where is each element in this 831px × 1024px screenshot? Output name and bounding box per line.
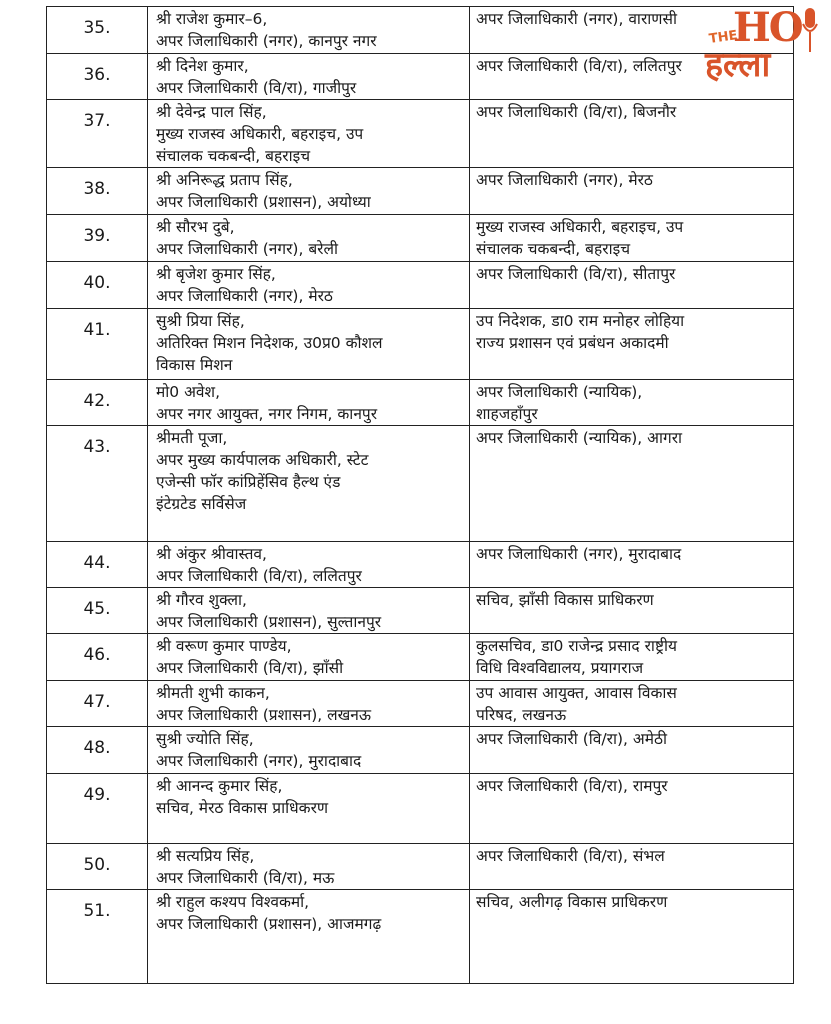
table-row — [47, 262, 794, 309]
serial-number-cell: 44. — [47, 542, 148, 588]
logo-the-text: THE — [708, 28, 739, 47]
officer-line: सचिव, मेरठ विकास प्राधिकरण — [156, 799, 329, 817]
logo-halla-text: हल्ला — [705, 45, 771, 85]
officer-line: मुख्य राजस्व अधिकारी, बहराइच, उप — [156, 125, 364, 143]
serial-number-cell: 45. — [47, 588, 148, 634]
new-posting-cell — [470, 309, 794, 380]
officer-line: श्री सत्यप्रिय सिंह, — [156, 847, 255, 865]
officer-name-cell — [148, 426, 470, 542]
new-posting-cell — [470, 100, 794, 168]
officer-name-cell — [148, 774, 470, 844]
officer-line: अपर जिलाधिकारी (नगर), मेरठ — [156, 287, 333, 305]
serial-number-cell: 43. — [47, 426, 148, 542]
posting-line: अपर जिलाधिकारी (वि/रा), अमेठी — [476, 730, 667, 748]
serial-number-cell: 50. — [47, 844, 148, 890]
table-row — [47, 426, 794, 542]
posting-line: अपर जिलाधिकारी (नगर), वाराणसी — [476, 10, 678, 28]
posting-line: अपर जिलाधिकारी (वि/रा), बिजनौर — [476, 103, 677, 121]
posting-line: संचालक चकबन्दी, बहराइच — [476, 240, 631, 258]
officer-line: श्रीमती पूजा, — [156, 429, 228, 447]
table-row — [47, 380, 794, 426]
posting-line: परिषद, लखनऊ — [476, 706, 567, 724]
officer-name-cell — [148, 681, 470, 727]
serial-number-cell: 46. — [47, 634, 148, 681]
officer-line: श्री अनिरूद्ध प्रताप सिंह, — [156, 171, 293, 189]
new-posting-cell — [470, 380, 794, 426]
officer-line: अपर जिलाधिकारी (वि/रा), मऊ — [156, 869, 335, 887]
table-row — [47, 100, 794, 168]
new-posting-cell — [470, 681, 794, 727]
new-posting-cell — [470, 844, 794, 890]
officer-line: मो0 अवेश, — [156, 383, 220, 401]
new-posting-cell — [470, 168, 794, 215]
officer-name-cell — [148, 262, 470, 309]
posting-line: अपर जिलाधिकारी (वि/रा), संभल — [476, 847, 665, 865]
officer-line: श्री दिनेश कुमार, — [156, 57, 249, 75]
serial-number-cell: 37. — [47, 100, 148, 168]
officer-name-cell — [148, 309, 470, 380]
posting-line: उप निदेशक, डा0 राम मनोहर लोहिया — [476, 312, 685, 330]
serial-number-cell: 51. — [47, 890, 148, 984]
officer-line: इंटेग्रटेड सर्विसेज — [156, 495, 247, 513]
posting-line: विधि विश्वविद्यालय, प्रयागराज — [476, 659, 644, 677]
officer-line: श्री बृजेश कुमार सिंह, — [156, 265, 276, 283]
posting-line: राज्य प्रशासन एवं प्रबंधन अकादमी — [476, 334, 669, 352]
serial-number-cell: 38. — [47, 168, 148, 215]
posting-line: अपर जिलाधिकारी (वि/रा), रामपुर — [476, 777, 668, 795]
posting-line: अपर जिलाधिकारी (न्यायिक), आगरा — [476, 429, 683, 447]
officer-name-cell — [148, 54, 470, 100]
serial-number-cell: 40. — [47, 262, 148, 309]
posting-line: मुख्य राजस्व अधिकारी, बहराइच, उप — [476, 218, 684, 236]
officer-name-cell — [148, 890, 470, 984]
table-row — [47, 7, 794, 54]
officer-line: अपर जिलाधिकारी (वि/रा), गाजीपुर — [156, 79, 357, 97]
new-posting-cell — [470, 542, 794, 588]
officer-line: एजेन्सी फॉर कांप्रिहेंसिव हैल्थ एंड — [156, 473, 341, 491]
table-row — [47, 774, 794, 844]
officer-line: अपर जिलाधिकारी (प्रशासन), अयोध्या — [156, 193, 371, 211]
logo-ho-text: HO — [733, 4, 802, 51]
officer-line: सुश्री ज्योति सिंह, — [156, 730, 254, 748]
officer-line: श्रीमती शुभी काकन, — [156, 684, 270, 702]
officer-line: श्री अंकुर श्रीवास्तव, — [156, 545, 267, 563]
officer-name-cell — [148, 727, 470, 774]
serial-number-cell: 42. — [47, 380, 148, 426]
officer-line: अपर नगर आयुक्त, नगर निगम, कानपुर — [156, 405, 378, 423]
officer-name-cell — [148, 100, 470, 168]
officer-line: श्री वरूण कुमार पाण्डेय, — [156, 637, 292, 655]
serial-number-cell: 49. — [47, 774, 148, 844]
serial-number-cell: 36. — [47, 54, 148, 100]
new-posting-cell — [470, 727, 794, 774]
posting-line: अपर जिलाधिकारी (नगर), मुरादाबाद — [476, 545, 682, 563]
table-row — [47, 634, 794, 681]
officer-line: अपर जिलाधिकारी (वि/रा), ललितपुर — [156, 567, 362, 585]
table-row — [47, 727, 794, 774]
table-row — [47, 168, 794, 215]
serial-number-cell: 48. — [47, 727, 148, 774]
new-posting-cell — [470, 426, 794, 542]
new-posting-cell — [470, 774, 794, 844]
officer-line: अपर जिलाधिकारी (प्रशासन), लखनऊ — [156, 706, 372, 724]
serial-number-cell: 47. — [47, 681, 148, 727]
serial-number-cell: 41. — [47, 309, 148, 380]
officer-line: श्री आनन्द कुमार सिंह, — [156, 777, 283, 795]
officer-line: अपर मुख्य कार्यपालक अधिकारी, स्टेट — [156, 451, 369, 469]
officer-line: सुश्री प्रिया सिंह, — [156, 312, 245, 330]
the-hohalla-logo — [705, 4, 825, 90]
officer-line: अपर जिलाधिकारी (नगर), कानपुर नगर — [156, 32, 377, 50]
table-row — [47, 681, 794, 727]
officer-line: अपर जिलाधिकारी (नगर), बरेली — [156, 240, 339, 258]
table-row — [47, 890, 794, 984]
posting-line: कुलसचिव, डा0 राजेन्द्र प्रसाद राष्ट्रीय — [476, 637, 677, 655]
new-posting-cell — [470, 215, 794, 262]
table-row — [47, 54, 794, 100]
serial-number-cell: 35. — [47, 7, 148, 54]
officer-line: अपर जिलाधिकारी (प्रशासन), आजमगढ़ — [156, 915, 382, 933]
table-row — [47, 215, 794, 262]
officer-name-cell — [148, 168, 470, 215]
table-row — [47, 588, 794, 634]
officer-name-cell — [148, 215, 470, 262]
microphone-icon — [801, 8, 819, 58]
table-body — [47, 7, 794, 984]
officer-name-cell — [148, 634, 470, 681]
officer-line: श्री गौरव शुक्ला, — [156, 591, 247, 609]
posting-line: सचिव, झाँसी विकास प्राधिकरण — [476, 591, 654, 609]
officer-line: श्री सौरभ दुबे, — [156, 218, 235, 236]
new-posting-cell — [470, 262, 794, 309]
transfer-list-table — [46, 6, 794, 984]
officer-line: श्री राहुल कश्यप विश्वकर्मा, — [156, 893, 310, 911]
new-posting-cell — [470, 588, 794, 634]
posting-line: अपर जिलाधिकारी (नगर), मेरठ — [476, 171, 653, 189]
officer-name-cell — [148, 588, 470, 634]
table-row — [47, 309, 794, 380]
posting-line: शाहजहाँपुर — [476, 405, 538, 423]
new-posting-cell — [470, 634, 794, 681]
officer-line: श्री राजेश कुमार–6, — [156, 10, 268, 28]
posting-line: अपर जिलाधिकारी (वि/रा), सीतापुर — [476, 265, 676, 283]
table-row — [47, 844, 794, 890]
officer-line: संचालक चकबन्दी, बहराइच — [156, 147, 311, 165]
table-row — [47, 542, 794, 588]
officer-line: अतिरिक्त मिशन निदेशक, उ0प्र0 कौशल — [156, 334, 383, 352]
posting-line: अपर जिलाधिकारी (न्यायिक), — [476, 383, 643, 401]
officer-line: श्री देवेन्द्र पाल सिंह, — [156, 103, 267, 121]
posting-line: सचिव, अलीगढ़ विकास प्राधिकरण — [476, 893, 668, 911]
officer-line: विकास मिशन — [156, 356, 233, 374]
officer-line: अपर जिलाधिकारी (नगर), मुरादाबाद — [156, 752, 362, 770]
officer-line: अपर जिलाधिकारी (प्रशासन), सुल्तानपुर — [156, 613, 382, 631]
serial-number-cell: 39. — [47, 215, 148, 262]
officer-name-cell — [148, 542, 470, 588]
officer-name-cell — [148, 844, 470, 890]
posting-line: अपर जिलाधिकारी (वि/रा), ललितपुर — [476, 57, 682, 75]
new-posting-cell — [470, 890, 794, 984]
posting-line: उप आवास आयुक्त, आवास विकास — [476, 684, 677, 702]
officer-name-cell — [148, 7, 470, 54]
officer-name-cell — [148, 380, 470, 426]
officer-line: अपर जिलाधिकारी (वि/रा), झाँसी — [156, 659, 344, 677]
